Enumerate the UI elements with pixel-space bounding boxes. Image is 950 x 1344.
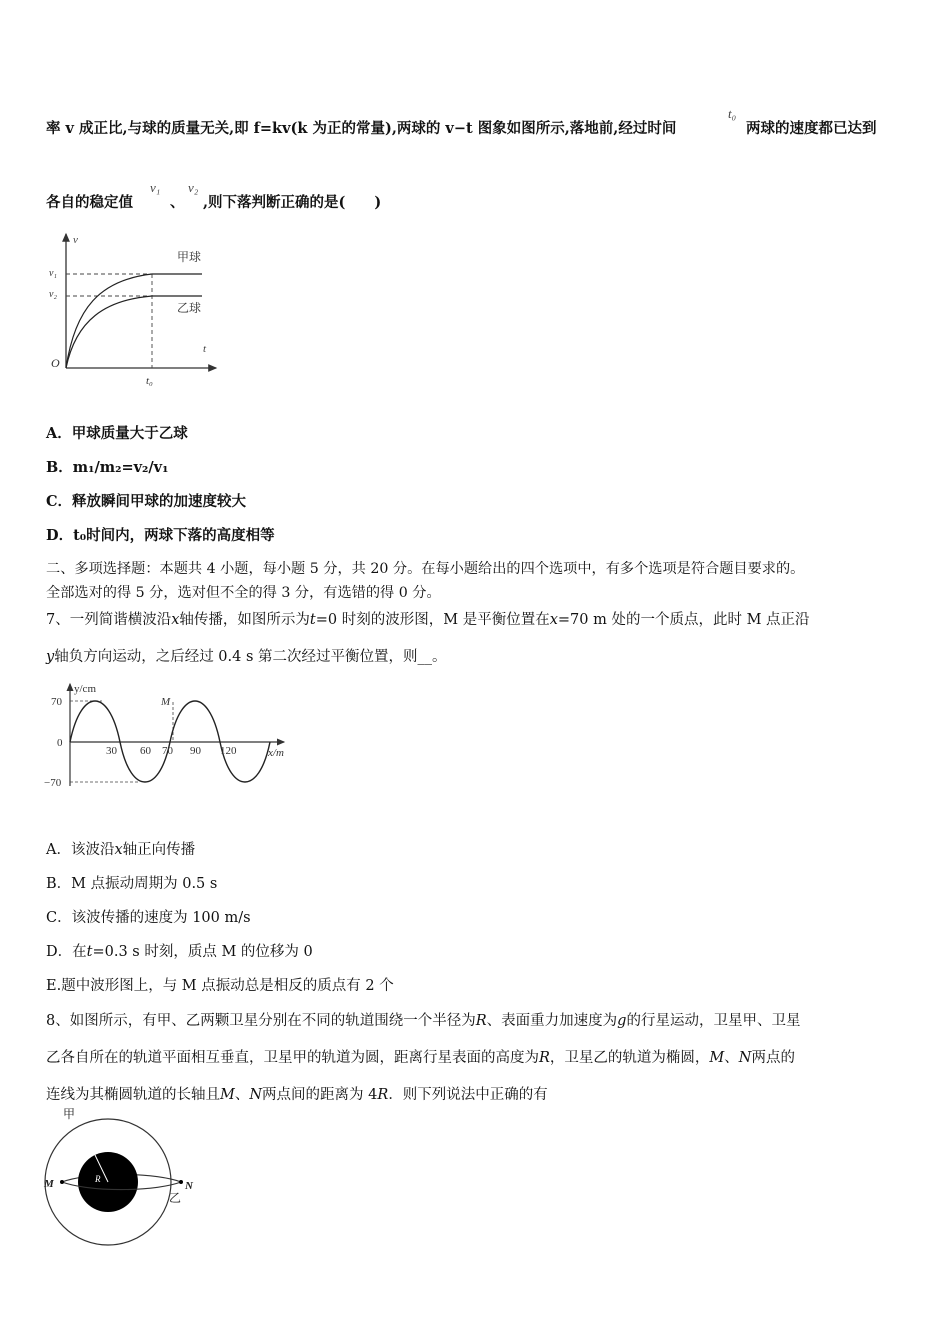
- vt-curve-jia: [66, 274, 202, 368]
- q7-line1-d: =70 m 处的一个质点，此时 M 点正沿: [557, 612, 810, 628]
- q7-line1-c: =0 时刻的波形图，M 是平衡位置在: [315, 612, 550, 628]
- q8-line3-b: 两点间的距离为 4: [262, 1087, 378, 1103]
- v1-symbol: v₁: [150, 180, 161, 195]
- q6-line2-text-b: ,则下落判断正确的是( ): [203, 194, 382, 211]
- q7-y: y: [46, 649, 55, 665]
- q6-line2-tail: [203, 191, 381, 212]
- q7-option-a-1: A．该波沿: [46, 842, 115, 858]
- label-n: N: [185, 1180, 193, 1192]
- vt-x-label: t: [203, 343, 207, 355]
- q8-line3-a: 连线为其椭圆轨道的长轴且: [46, 1087, 220, 1103]
- q6-option-b: B．m₁/m₂=v₂/v₁: [46, 459, 169, 476]
- label-jia: 甲: [63, 1107, 76, 1121]
- q8-line3: 连线为其椭圆轨道的长轴且M、N两点间的距离为 4R．则下列说法中正确的有: [46, 1087, 548, 1103]
- q8-line3-c: ．则下列说法中正确的有: [388, 1087, 548, 1103]
- wave-x-label: x/m: [268, 747, 284, 759]
- q8-n1: N: [738, 1050, 752, 1066]
- q7-option-e: E.题中波形图上，与 M 点振动总是相反的质点有 2 个: [46, 978, 394, 994]
- q7-line1-a: 7、一列简谐横波沿: [46, 612, 172, 628]
- q6-line1-tail: [746, 117, 877, 138]
- wave-y-label: y/cm: [74, 683, 96, 695]
- vt-origin: O: [51, 356, 60, 370]
- q7-option-d: [46, 940, 313, 961]
- point-m: [60, 1180, 64, 1184]
- vt-curve2-label: 乙球: [177, 301, 202, 315]
- q8-line2-b: ，卫星乙的轨道为椭圆，: [549, 1050, 710, 1066]
- label-yi: 乙: [169, 1191, 182, 1205]
- section2-line1: 二、多项选择题：本题共 4 小题，每小题 5 分，共 20 分。在每小题给出的四个选项中，有多个选项是符合题目要求的。: [46, 561, 805, 577]
- q7-x: x: [171, 612, 180, 628]
- wave-tick-120: 120: [220, 745, 237, 757]
- q6-line2-text-a: 各自的稳定值: [46, 194, 133, 211]
- q6-line1-text-a: 率 v 成正比,与球的质量无关,即 f=kv(k 为正的常量),两球的 v−t 图象如图所示,落地前,经过时间: [46, 120, 677, 137]
- q8-line1-a: 8、如图所示，有甲、乙两颗卫星分别在不同的轨道围绕一个半径为: [46, 1013, 476, 1029]
- q7-option-a: [46, 838, 195, 859]
- vt-y-label: v: [73, 234, 78, 246]
- q7-option-d-t: t: [86, 944, 93, 960]
- q8-r3: R: [377, 1087, 389, 1103]
- point-n: [179, 1180, 183, 1184]
- q7-option-c: C．该波传播的速度为 100 m/s: [46, 910, 251, 926]
- q6-sep: 、: [170, 194, 185, 211]
- t0-symbol: t₀: [728, 106, 737, 121]
- vt-graph: [40, 228, 230, 393]
- q7-option-d-1: D．在: [46, 944, 87, 960]
- q8-r1: R: [475, 1013, 487, 1029]
- q7-option-a-x: x: [114, 842, 123, 858]
- q6-option-c: C．释放瞬间甲球的加速度较大: [46, 493, 247, 510]
- q8-line2: 乙各自所在的轨道平面相互垂直，卫星甲的轨道为圆，距离行星表面的高度为R，卫星乙的轨道为椭圆，M、N两点的: [46, 1050, 795, 1066]
- vt-v2-label: v₂: [49, 289, 57, 300]
- q7-line2-text: 轴负方向运动，之后经过 0.4 s 第二次经过平衡位置，则__。: [54, 649, 447, 665]
- wave-graph: [40, 678, 300, 798]
- q8-line2-a: 乙各自所在的轨道平面相互垂直，卫星甲的轨道为圆，距离行星表面的高度为: [46, 1050, 539, 1066]
- q7-line1-b: 轴传播，如图所示为: [179, 612, 310, 628]
- section2-line2: 全部选对的得 5 分，选对但不全的得 3 分，有选错的得 0 分。: [46, 585, 441, 601]
- wave-y-zero: 0: [57, 737, 63, 749]
- q8-line1-c: 的行星运动，卫星甲、卫星: [626, 1013, 801, 1029]
- q7-line2: [46, 645, 447, 666]
- q6-option-a: A．甲球质量大于乙球: [46, 425, 188, 442]
- wave-y-min: −70: [44, 777, 62, 789]
- wave-point-m: M: [161, 696, 171, 708]
- q8-g: g: [617, 1013, 627, 1029]
- vt-t0-label: t₀: [146, 375, 153, 387]
- q8-m2: M: [220, 1087, 235, 1103]
- wave-tick-90: 90: [190, 745, 201, 757]
- q6-line2: [46, 191, 133, 212]
- q8-r2: R: [539, 1050, 550, 1066]
- q8-line1-b: 、表面重力加速度为: [486, 1013, 618, 1029]
- q6-line1-text-b: 两球的速度都已达到: [746, 120, 877, 137]
- q7-x2: x: [549, 612, 558, 628]
- wave-tick-30: 30: [106, 745, 117, 757]
- q7-option-b: B．M 点振动周期为 0.5 s: [46, 876, 218, 892]
- vt-curve1-label: 甲球: [177, 250, 202, 264]
- vt-v1-label: v₁: [49, 268, 57, 279]
- label-m: M: [44, 1178, 54, 1190]
- v2-symbol: v₂: [188, 180, 199, 195]
- radius-label: R: [95, 1174, 101, 1184]
- q7-line1: [46, 608, 810, 629]
- q8-line2-c: 两点的: [751, 1050, 795, 1066]
- q8-m1: M: [709, 1050, 725, 1066]
- q8-line1: [46, 1009, 800, 1030]
- orbit-figure: [38, 1106, 208, 1246]
- wave-y-max: 70: [51, 696, 62, 708]
- q7-t: t: [309, 612, 316, 628]
- wave-tick-70: 70: [162, 745, 173, 757]
- q7-option-d-2: =0.3 s 时刻，质点 M 的位移为 0: [92, 944, 313, 960]
- q8-n2: N: [249, 1087, 263, 1103]
- q6-option-d: D．t₀时间内，两球下落的高度相等: [46, 527, 275, 544]
- wave-tick-60: 60: [140, 745, 151, 757]
- q6-line1: [46, 117, 676, 138]
- q7-option-a-2: 轴正向传播: [122, 842, 196, 858]
